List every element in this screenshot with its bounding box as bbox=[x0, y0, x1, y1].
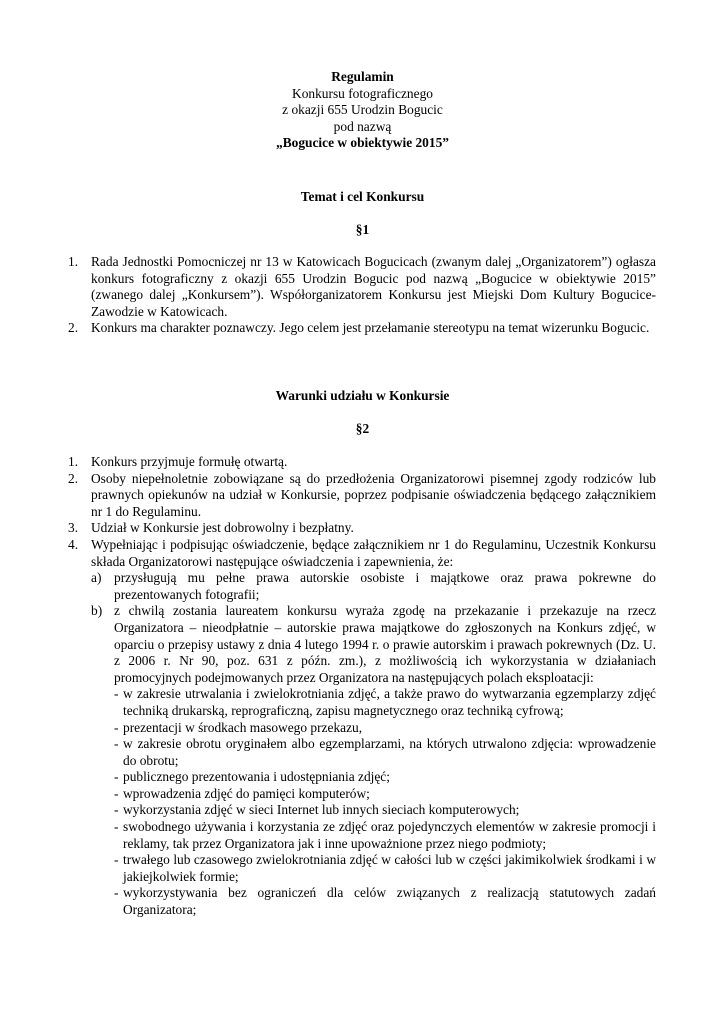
list-item bbox=[68, 471, 656, 521]
list-item bbox=[68, 254, 656, 320]
list-item-number: 2. bbox=[68, 470, 79, 486]
dash-item bbox=[114, 686, 656, 719]
list-item bbox=[68, 320, 656, 337]
list-item bbox=[68, 520, 656, 537]
doc-subtitle-3: pod nazwą bbox=[333, 118, 392, 134]
dash-marker: - bbox=[114, 819, 119, 835]
dash-item bbox=[114, 720, 656, 737]
document-header bbox=[0, 69, 725, 152]
doc-subtitle-1: Konkursu fotograficznego bbox=[292, 85, 433, 101]
section-1-mark: §1 bbox=[355, 222, 370, 237]
dash-item bbox=[114, 786, 656, 803]
section-2-heading: Warunki udziału w Konkursie bbox=[275, 388, 450, 403]
dash-item-text: wprowadzenia zdjęć do pamięci komputerów; bbox=[123, 785, 370, 801]
sub-item-text: z chwilą zostania laureatem konkursu wyraża zgodę na przekazanie i przekazuje na rzecz Organizatora – nieodpłatnie – autorskie prawa majątkowe do zgłoszonych na Konkurs zdjęć, w oparciu o przepisy ustawy z dnia 4 lutego 1994 r. o prawie autorskim i prawach pokrewnych (Dz. U. z 2006 r. Nr 90, poz. 631 z późn. zm.), z możliwością ich wykorzystania w działaniach promocyjnych podejmowanych przez Organizatora na następujących polach eksploatacji: bbox=[114, 603, 656, 685]
dash-item-text: w zakresie utrwalania i zwielokrotniania zdjęć, a także prawo do wytwarzania egzemplarzy zdjęć techniką drukarską, reprograficzną, zapisu magnetycznego oraz techniką cyfrową; bbox=[123, 686, 656, 718]
list-item-text: Konkurs przyjmuje formułę otwartą. bbox=[91, 454, 288, 469]
dash-item bbox=[114, 802, 656, 819]
dash-item bbox=[114, 852, 656, 885]
section-1-list bbox=[68, 254, 656, 337]
dash-marker: - bbox=[114, 686, 119, 702]
sub-item bbox=[91, 603, 656, 918]
list-item-number: 3. bbox=[68, 520, 79, 536]
dash-marker: - bbox=[114, 719, 119, 735]
dash-item bbox=[114, 736, 656, 769]
dash-item bbox=[114, 819, 656, 852]
dash-item-text: trwałego lub czasowego zwielokrotniania zdjęć w całości lub w części jakimikolwiek środkami i w jakiejkolwiek formie; bbox=[123, 852, 656, 884]
list-item-text: Wypełniając i podpisując oświadczenie, będące załącznikiem nr 1 do Regulaminu, Uczestnik Konkursu składa Organizatorowi następujące oświadczenia i zapewnienia, że: bbox=[91, 536, 656, 569]
list-item-text: Konkurs ma charakter poznawczy. Jego celem jest przełamanie stereotypu na temat wizerunku Bogucic. bbox=[91, 320, 650, 336]
dash-item-text: publicznego prezentowania i udostępniania zdjęć; bbox=[123, 769, 390, 785]
section-1-heading: Temat i cel Konkursu bbox=[300, 189, 425, 204]
doc-title: Regulamin bbox=[331, 69, 394, 84]
dash-marker: - bbox=[114, 802, 119, 818]
doc-subtitle-2: z okazji 655 Urodzin Bogucic bbox=[282, 102, 443, 118]
contest-name: „Bogucice w obiektywie 2015” bbox=[276, 135, 449, 151]
list-item bbox=[68, 454, 656, 471]
section-2-list bbox=[68, 454, 656, 919]
dash-item-text: swobodnego używania i korzystania ze zdjęć oraz pojedynczych elementów w zakresie promocji i reklamy, tak przez Organizatora jak i inne upoważnione przez niego podmioty; bbox=[123, 819, 656, 851]
list-item-text: Udział w Konkursie jest dobrowolny i bezpłatny. bbox=[91, 520, 354, 536]
section-2-mark: §2 bbox=[355, 421, 370, 436]
sub-item-letter: a) bbox=[91, 570, 102, 586]
list-item-text: Osoby niepełnoletnie zobowiązane są do przedłożenia Organizatorowi pisemnej zgody rodziców lub prawnych opiekunów na udział w Konkursie, poprzez podpisanie oświadczenia będącego załącznikiem nr 1 do Regulaminu. bbox=[91, 470, 656, 519]
dash-marker: - bbox=[114, 736, 119, 752]
dash-item-text: wykorzystania zdjęć w sieci Internet lub innych sieciach komputerowych; bbox=[123, 802, 520, 818]
list-item-text: Rada Jednostki Pomocniczej nr 13 w Katowicach Bogucicach (zwanym dalej „Organizatorem”) ogłasza konkurs fotograficzny z okazji 655 Urodzin Bogucic pod nazwą „Bogucice w obiektywie 2015” (zwanego dalej „Konkursem”). Współorganizatorem Konkursu jest Miejski Dom Kultury Bogucice-Zawodzie w Katowicach. bbox=[91, 254, 656, 319]
dash-item-text: wykorzystywania bez ograniczeń dla celów związanych z realizacją statutowych zadań Organizatora; bbox=[123, 885, 656, 918]
list-item bbox=[68, 537, 656, 919]
dash-item bbox=[114, 769, 656, 786]
dash-marker: - bbox=[114, 885, 119, 901]
list-item-number: 1. bbox=[68, 254, 79, 269]
sub-item bbox=[91, 570, 656, 603]
dash-marker: - bbox=[114, 785, 119, 801]
list-item-number: 2. bbox=[68, 320, 79, 336]
dash-marker: - bbox=[114, 852, 119, 868]
dash-item bbox=[114, 885, 656, 918]
sub-item-text: przysługują mu pełne prawa autorskie osobiste i majątkowe oraz prawa pokrewne do prezentowanych fotografii; bbox=[114, 570, 656, 602]
dash-marker: - bbox=[114, 769, 119, 785]
list-item-number: 4. bbox=[68, 536, 79, 552]
list-item-number: 1. bbox=[68, 454, 79, 469]
dash-item-text: w zakresie obrotu oryginałem albo egzemplarzami, na których utrwalono zdjęcia: wprowadzenie do obrotu; bbox=[123, 736, 656, 768]
sub-item-letter: b) bbox=[91, 603, 103, 619]
dash-item-text: prezentacji w środkach masowego przekazu, bbox=[123, 719, 363, 735]
